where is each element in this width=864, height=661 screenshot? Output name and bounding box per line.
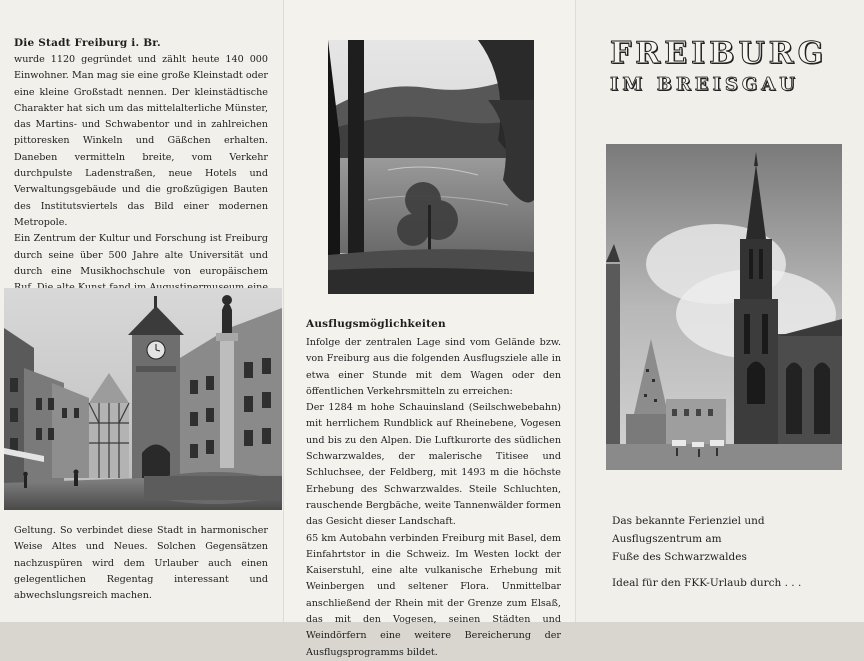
- excursions-text: [306, 335, 561, 661]
- city-heading: Die Stadt Freiburg i. Br.: [14, 37, 161, 49]
- excursions-heading: Ausflugsmöglichkeiten: [306, 318, 446, 330]
- cover-title: FREIBURG: [610, 36, 828, 71]
- excursions-paragraph: Infolge der zentralen Lage sind vom Gelände bzw. von Freiburg aus die folgenden Ausflugsziele alle in etwa einer Stunde mit dem Wagen oder den öffentlichen Verkehrsmitteln zu erreichen:: [306, 337, 561, 397]
- muenster-photo: [606, 144, 842, 470]
- cover-caption: [612, 512, 765, 566]
- panel-excursions: [284, 0, 576, 658]
- city-paragraph-2: Ein Zentrum der Kultur und Forschung ist Freiburg durch seine über 500 Jahre alte Universität und durch eine Musikhochschule von europäischem: [14, 233, 268, 277]
- lake-illustration: [328, 40, 534, 294]
- panel-cover: [576, 0, 864, 622]
- cover-tagline: Ideal für den FKK-Urlaub durch . . .: [612, 577, 802, 589]
- lake-photo: [328, 40, 534, 294]
- city-paragraph: wurde 1120 gegründet und zählt heute 140 000 Einwohner. Man mag sie eine große Kleinstadt oder eine kleine Großstadt nennen. Der kleinstädtische Charakter hat sich um das mittelalterliche Münster, das Martins- und Schwabentor und in zahlreichen pittoresken Winkeln und Gäßchen erhalten. Daneben vermitteln breite, vom Verkehr durchpulste Ladenstraßen, neue Hotels und Verwaltungsgebäude und die großzügigen Bauten des Institutsviertels das Bild einer modernen Metropole.: [14, 54, 268, 228]
- cover-subtitle: IM BREISGAU: [610, 74, 799, 95]
- excursions-paragraph-2: Der 1284 m hohe Schauinsland (Seilschwebebahn) mit herrlichem Rundblick auf Rheinebene, Vogesen und bis zu den Alpen. Die Luftkurorte des südlichen Schwarzwaldes, der malerische Titisee und Schluchsee, der Feldberg, mit 1493 m die höchste Erhebung des Schwarzwaldes. Steile Schluchten, rauschende Bergbäche, weite Tannenwälder formen das Gesicht dieser Landschaft.: [306, 402, 561, 528]
- excursions-paragraph-3: 65 km Autobahn verbinden Freiburg mit Basel, dem Einfahrtstor in die Schweiz. Im Westen lockt der Kaiserstuhl, eine alte vulkanische Erhebung mit Weinbergen und seltener Flora. Unmittelbar anschließend der Rhein mit der Grenze zum Elsaß, das mit den Vogesen, seinen Städten und Weindörfern eine weitere Bereicherung der Ausflugsprogramms bildet.: [306, 532, 561, 658]
- panel-city: [0, 0, 284, 622]
- muenster-illustration: [606, 144, 842, 470]
- martinstor-photo: [4, 288, 282, 510]
- caption-line-2: Ausflugszentrum am: [612, 533, 722, 545]
- martinstor-illustration: [4, 288, 282, 510]
- caption-line-1: Das bekannte Ferienziel und: [612, 515, 765, 527]
- city-text-continued: [14, 523, 268, 604]
- city-paragraph-3: Geltung. So verbindet diese Stadt in harmonischer Weise Altes und Neues. Solchen Gegensätzen nachzuspüren wird dem Urlauber auch einen gelegentlichen Regentag interessant und abwechslungsreich machen.: [14, 525, 268, 602]
- caption-line-3: Fuße des Schwarzwaldes: [612, 551, 747, 563]
